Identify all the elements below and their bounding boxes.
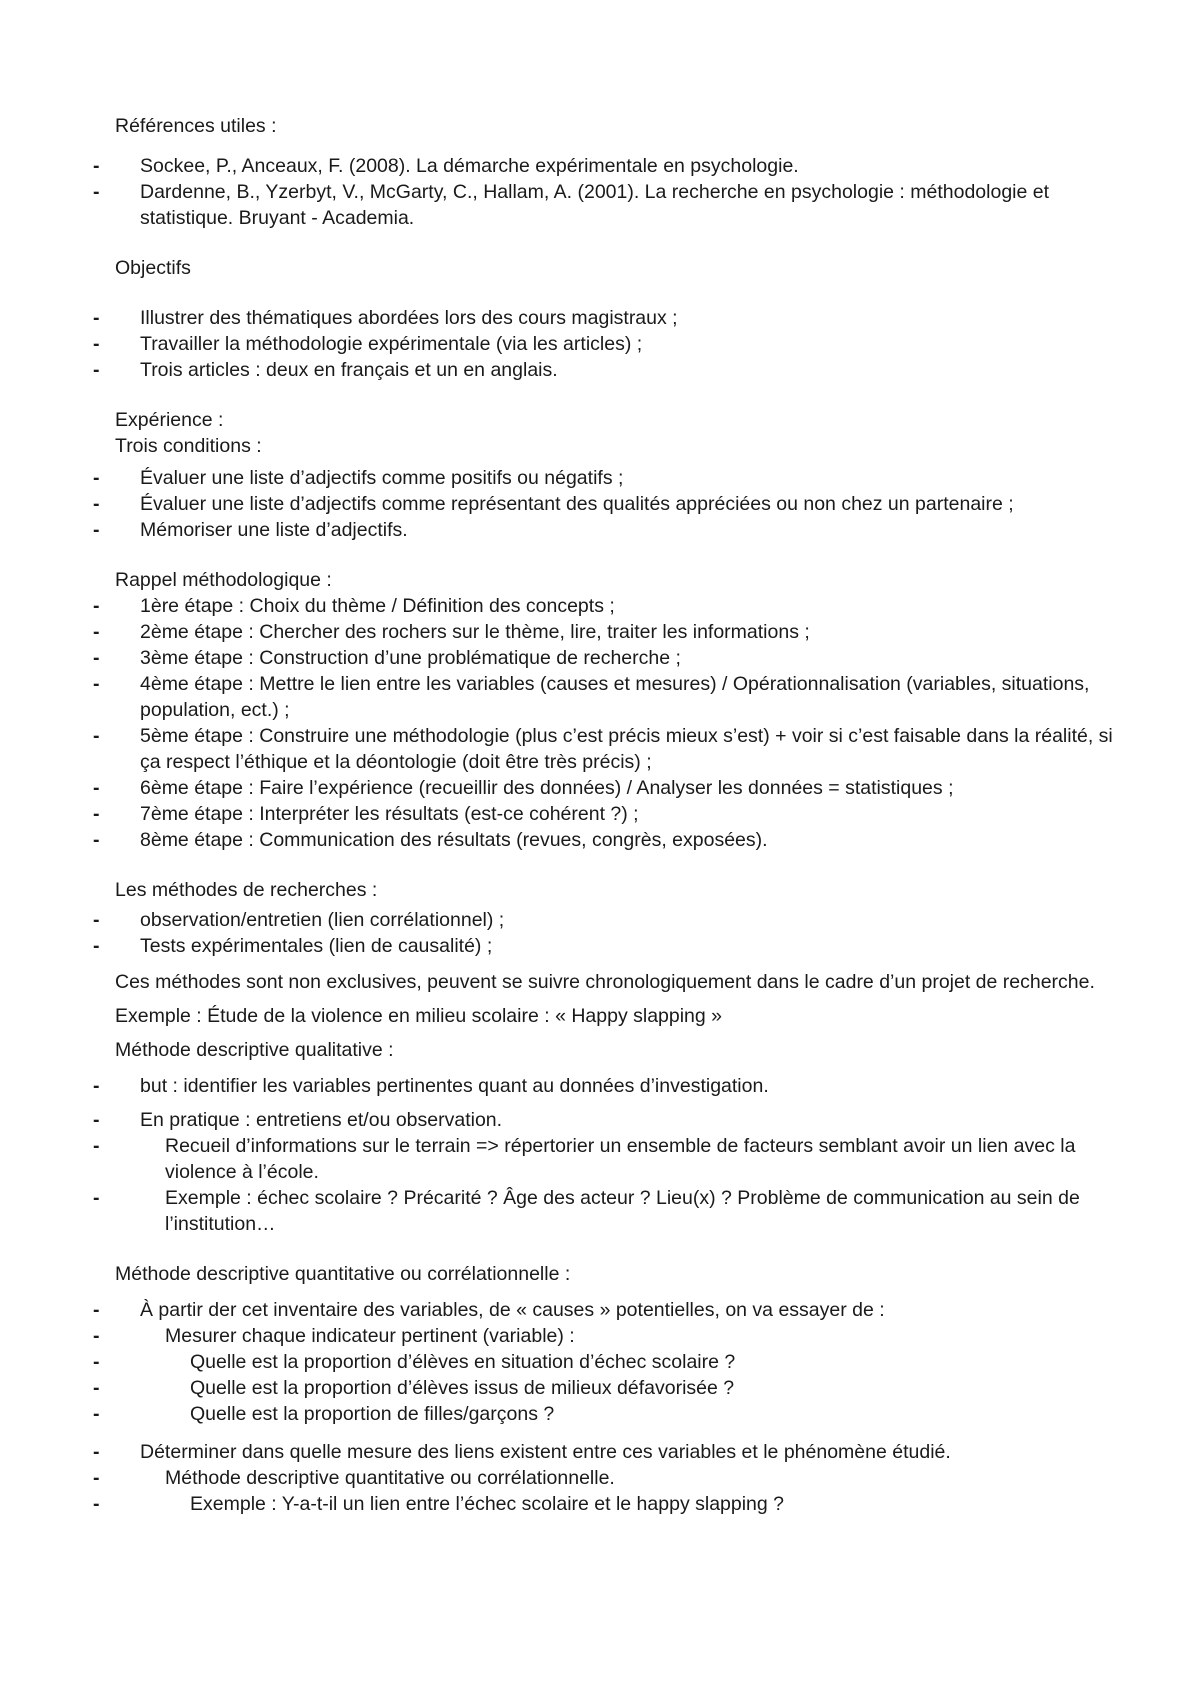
list-item: - 5ème étape : Construire une méthodologie (plus c’est précis mieux s’est) + voir si c’est faisable dans la réalité, si ça respect l’éthique et la déontologie (doit être très précis) ;	[115, 723, 1115, 775]
list-item: - Quelle est la proportion d’élèves issus de milieux défavorisée ?	[115, 1375, 1115, 1401]
list-item: - Mesurer chaque indicateur pertinent (variable) :	[115, 1323, 1115, 1349]
list-item: - Illustrer des thématiques abordées lors des cours magistraux ;	[115, 305, 1115, 331]
list-item: - Recueil d’informations sur le terrain => répertorier un ensemble de facteurs semblant avoir un lien avec la violence à l’école.	[115, 1133, 1115, 1185]
list-item: - Exemple : échec scolaire ? Précarité ? Âge des acteur ? Lieu(x) ? Problème de communication au sein de l’institution…	[115, 1185, 1115, 1237]
references-heading: Références utiles :	[115, 115, 277, 137]
list-item: - observation/entretien (lien corrélationnel) ;	[115, 907, 1115, 933]
list-item: - 3ème étape : Construction d’une problématique de recherche ;	[115, 645, 1115, 671]
list-item: - En pratique : entretiens et/ou observation.	[115, 1107, 1115, 1133]
method-reminder-heading: Rappel méthodologique :	[115, 569, 332, 591]
list-item: - Trois articles : deux en français et un en anglais.	[115, 357, 1115, 383]
list-item: - Exemple : Y-a-t-il un lien entre l’échec scolaire et le happy slapping ?	[115, 1491, 1115, 1517]
quantitative-heading: Méthode descriptive quantitative ou corrélationnelle :	[115, 1263, 571, 1285]
list-item: - Méthode descriptive quantitative ou corrélationnelle.	[115, 1465, 1115, 1491]
research-methods-list	[115, 907, 1115, 959]
list-item: - Évaluer une liste d’adjectifs comme positifs ou négatifs ;	[115, 465, 1115, 491]
list-item: - Mémoriser une liste d’adjectifs.	[115, 517, 1115, 543]
list-item: - 1ère étape : Choix du thème / Définition des concepts ;	[115, 593, 1115, 619]
objectives-list	[115, 305, 1115, 383]
list-item: - 2ème étape : Chercher des rochers sur le thème, lire, traiter les informations ;	[115, 619, 1115, 645]
list-item: - 7ème étape : Interpréter les résultats (est-ce cohérent ?) ;	[115, 801, 1115, 827]
list-item: - 6ème étape : Faire l’expérience (recueillir des données) / Analyser les données = statistiques ;	[115, 775, 1115, 801]
research-methods-paragraph: Ces méthodes sont non exclusives, peuvent se suivre chronologiquement dans le cadre d’un projet de recherche.	[115, 971, 1095, 993]
objectives-heading: Objectifs	[115, 257, 191, 279]
quantitative-list	[115, 1297, 1115, 1517]
experience-heading: Expérience :	[115, 409, 224, 431]
list-item: - Évaluer une liste d’adjectifs comme représentant des qualités appréciées ou non chez un partenaire ;	[115, 491, 1115, 517]
list-item: - Déterminer dans quelle mesure des liens existent entre ces variables et le phénomène étudié.	[115, 1439, 1115, 1465]
document-page	[115, 113, 1115, 1517]
method-reminder-list	[115, 593, 1115, 853]
example-line: Exemple : Étude de la violence en milieu scolaire : « Happy slapping »	[115, 1005, 723, 1027]
list-item: - Quelle est la proportion d’élèves en situation d’échec scolaire ?	[115, 1349, 1115, 1375]
list-item: - Sockee, P., Anceaux, F. (2008). La démarche expérimentale en psychologie.	[115, 153, 1115, 179]
list-item: - but : identifier les variables pertinentes quant au données d’investigation.	[115, 1073, 1115, 1099]
experience-subheading: Trois conditions :	[115, 435, 262, 457]
research-methods-heading: Les méthodes de recherches :	[115, 879, 378, 901]
list-item: - Tests expérimentales (lien de causalité) ;	[115, 933, 1115, 959]
list-item: - 4ème étape : Mettre le lien entre les variables (causes et mesures) / Opérationnalisation (variables, situations, population, ect.) ;	[115, 671, 1115, 723]
qualitative-list	[115, 1073, 1115, 1237]
list-item: - Travailler la méthodologie expérimentale (via les articles) ;	[115, 331, 1115, 357]
list-item: - 8ème étape : Communication des résultats (revues, congrès, exposées).	[115, 827, 1115, 853]
references-list	[115, 153, 1115, 231]
list-item: - Quelle est la proportion de filles/garçons ?	[115, 1401, 1115, 1427]
list-item: - À partir der cet inventaire des variables, de « causes » potentielles, on va essayer de :	[115, 1297, 1115, 1323]
list-item: - Dardenne, B., Yzerbyt, V., McGarty, C., Hallam, A. (2001). La recherche en psychologie : méthodologie et statistique. Bruyant - Academia.	[115, 179, 1115, 231]
qualitative-heading: Méthode descriptive qualitative :	[115, 1039, 394, 1061]
experience-list	[115, 465, 1115, 543]
